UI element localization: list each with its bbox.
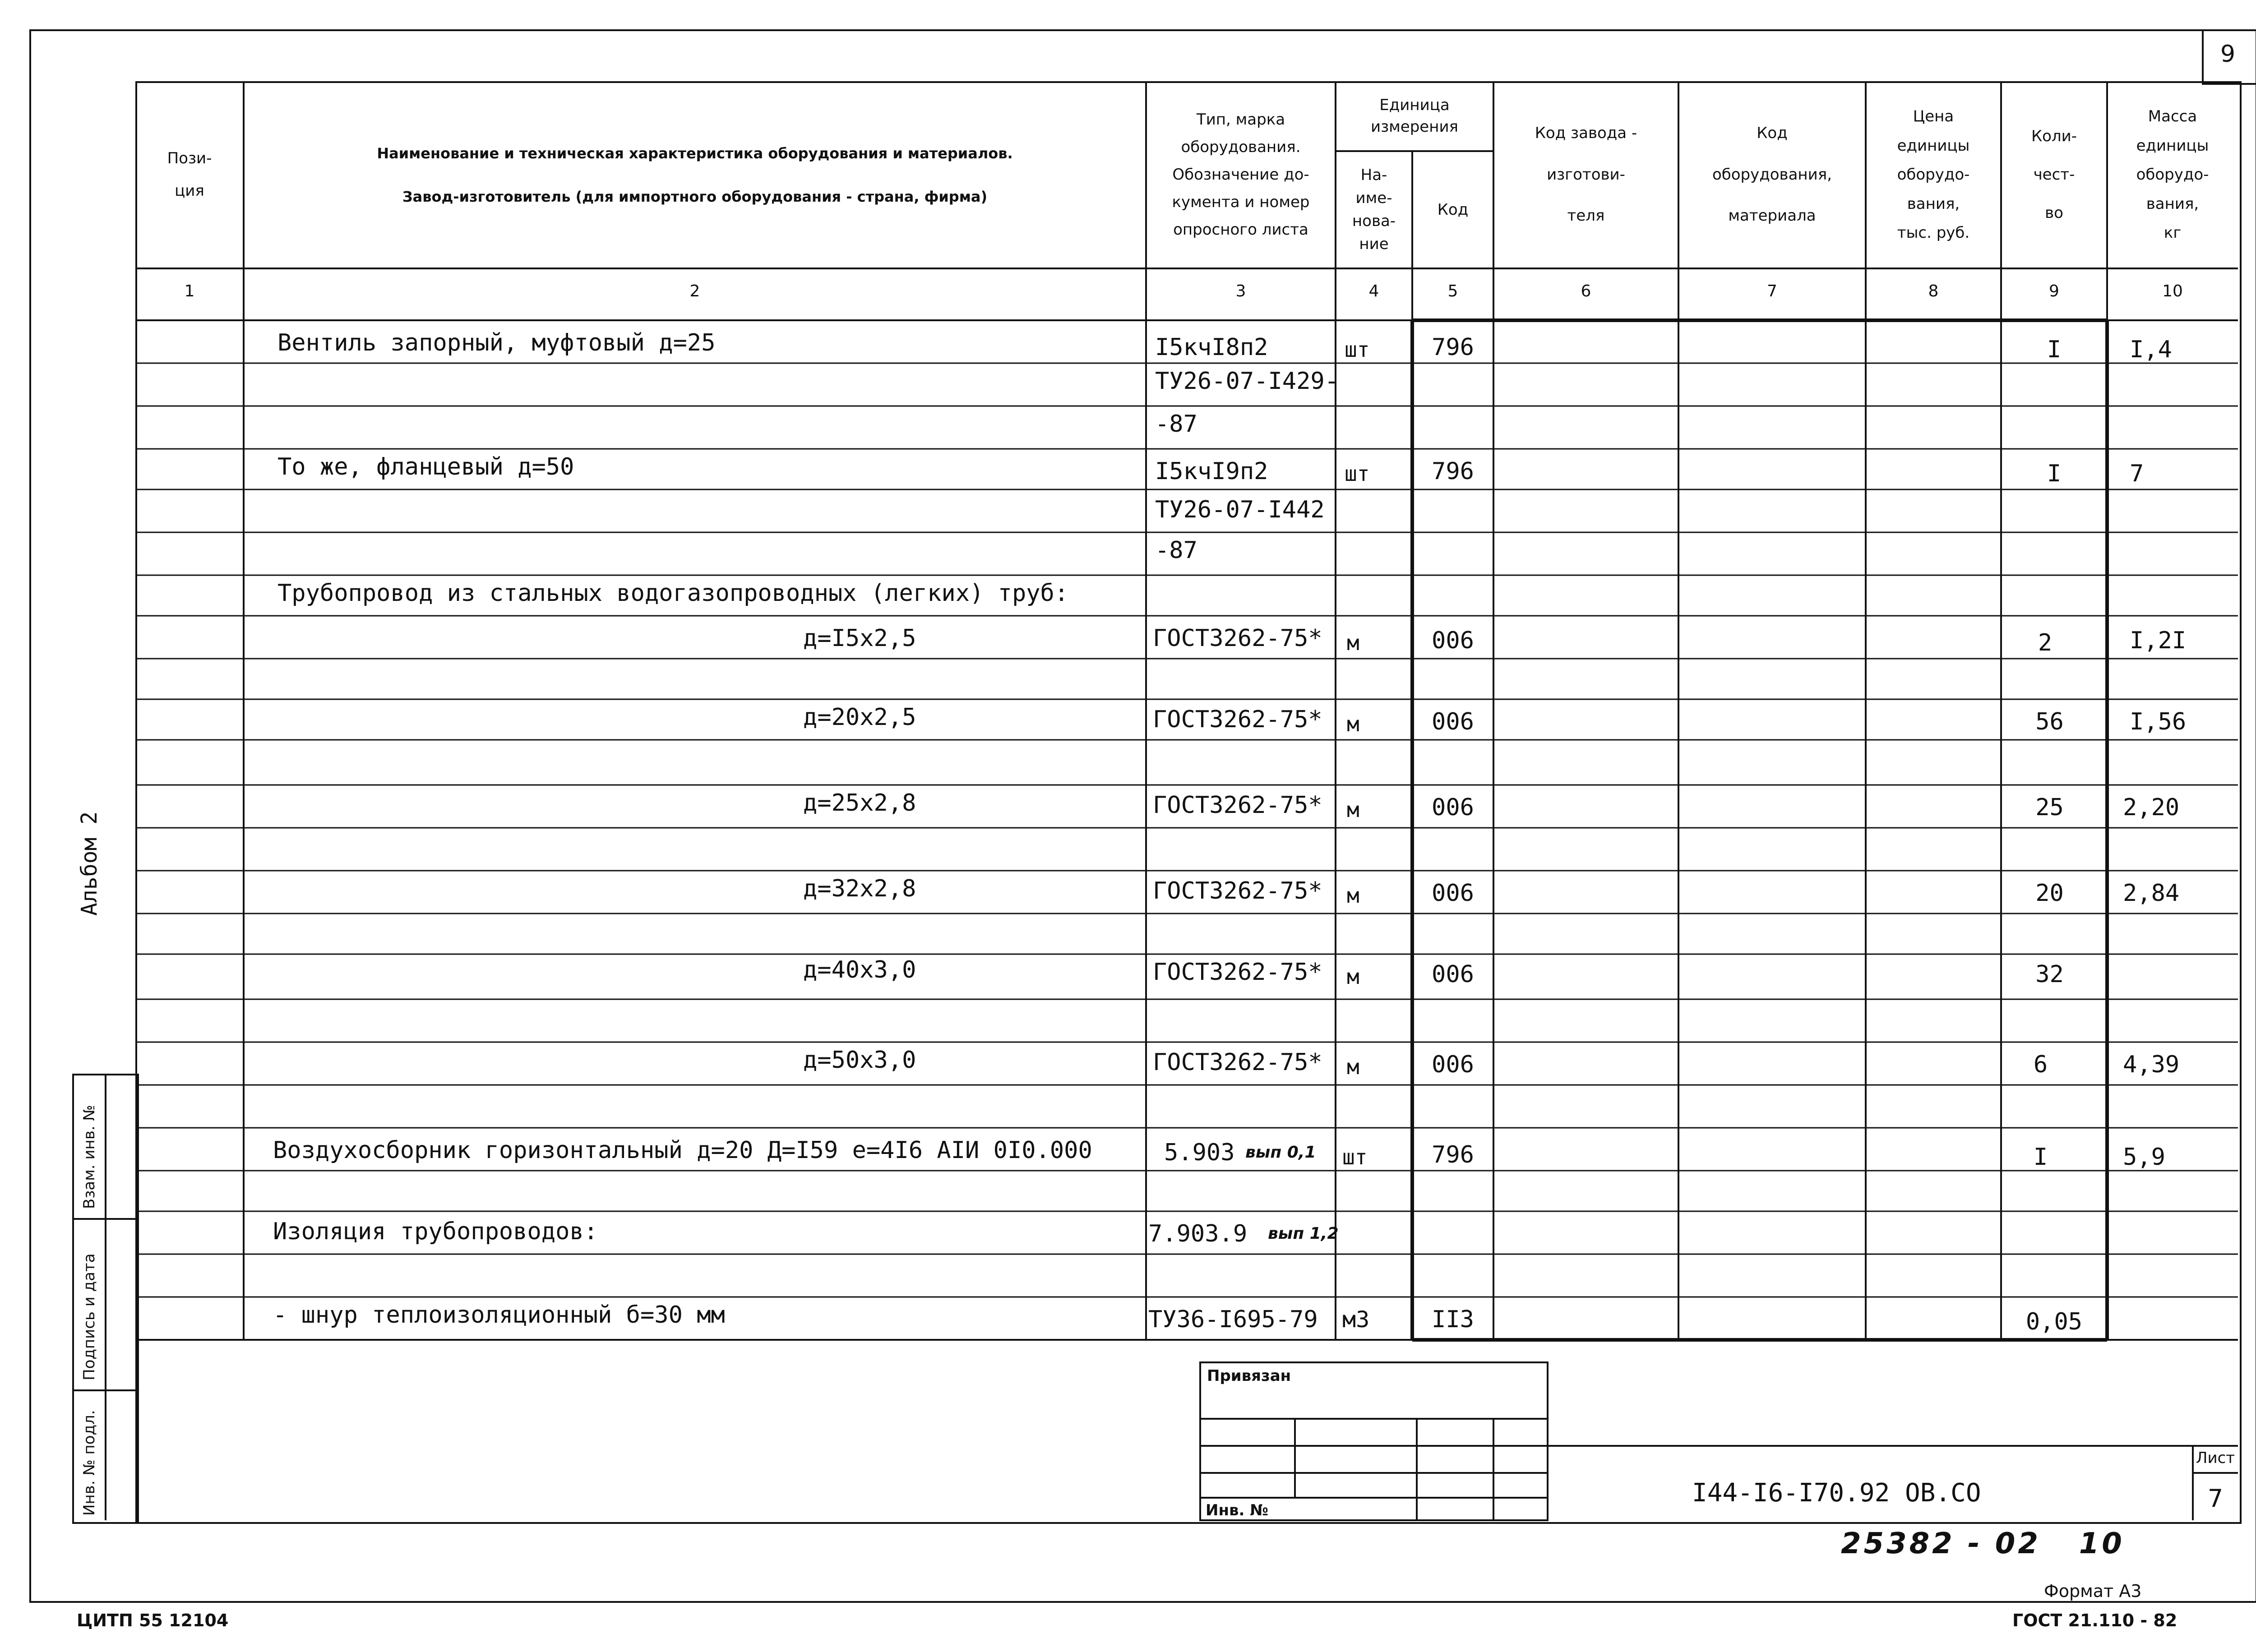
header-type: Тип, марка оборудования. Обозначение до- кумента и номер опросного листа bbox=[1172, 110, 1310, 239]
side-label-podpis: Подпись и дата bbox=[80, 1253, 98, 1380]
row-type: ГОСТ3262-75* bbox=[1153, 959, 1322, 986]
header-factory-code: Код завода - изготови- теля bbox=[1535, 124, 1637, 225]
col-number: 9 bbox=[2049, 282, 2059, 300]
row-type: ТУ26-07-I429- bbox=[1155, 368, 1339, 395]
row-unit: м3 bbox=[1342, 1306, 1370, 1333]
row-qty: 20 bbox=[2035, 880, 2064, 907]
row-type-handwritten: вып 0,1 bbox=[1245, 1143, 1316, 1162]
col-number: 4 bbox=[1368, 282, 1379, 300]
row-type: ГОСТ3262-75* bbox=[1153, 1049, 1322, 1076]
row-name: Вентиль запорный, муфтовый д=25 bbox=[277, 329, 716, 356]
footer-format: Формат А3 bbox=[2044, 1581, 2142, 1601]
row-type-handwritten: вып 1,2 bbox=[1268, 1224, 1339, 1243]
row-name: д=25x2,8 bbox=[803, 789, 916, 817]
row-name: д=32x2,8 bbox=[803, 875, 916, 902]
col-number: 2 bbox=[689, 282, 700, 300]
stamp-inv-no: Инв. № bbox=[1206, 1501, 1269, 1519]
handwritten-number: 25382 - 02 10 bbox=[1841, 1527, 2125, 1560]
stamp-list-label: Лист bbox=[2196, 1449, 2235, 1467]
row-name: - шнур теплоизоляционный б=30 мм bbox=[273, 1301, 725, 1329]
row-code: 006 bbox=[1432, 794, 1474, 821]
row-unit: шт bbox=[1345, 461, 1370, 486]
row-type: ТУ26-07-I442 bbox=[1155, 496, 1325, 523]
row-qty: I bbox=[2047, 336, 2062, 363]
row-unit: м bbox=[1347, 798, 1359, 822]
row-unit: м bbox=[1347, 1055, 1359, 1079]
sheet-corner-number: 9 bbox=[2220, 41, 2236, 68]
header-unit-code: Код bbox=[1437, 200, 1469, 219]
header-unit: Единица измерения bbox=[1370, 96, 1459, 136]
row-mass: I,2I bbox=[2130, 627, 2187, 654]
document-code: I44-I6-I70.92 ОВ.СО bbox=[1692, 1478, 1981, 1508]
row-name: д=I5x2,5 bbox=[803, 625, 916, 652]
row-mass: 5,9 bbox=[2123, 1144, 2165, 1171]
header-price: Цена единицы оборудо- вания, тыс. руб. bbox=[1897, 107, 1970, 242]
row-type: ГОСТ3262-75* bbox=[1153, 792, 1322, 819]
row-name: Трубопровод из стальных водогазопроводных (легких) труб: bbox=[277, 580, 1069, 607]
row-mass: 4,39 bbox=[2123, 1051, 2180, 1078]
side-label-inv-podl: Инв. № подл. bbox=[80, 1410, 98, 1516]
header-name: Наименование и техническая характеристика оборудования и материалов. Завод-изготовитель (для импортного оборудования - страна, фирма) bbox=[377, 144, 1013, 205]
row-type: ГОСТ3262-75* bbox=[1153, 706, 1322, 733]
row-name: То же, фланцевый д=50 bbox=[277, 453, 574, 480]
row-type: ТУ36-I695-79 bbox=[1148, 1306, 1318, 1333]
row-type: I5кчI8п2 bbox=[1155, 334, 1268, 361]
row-mass: I,56 bbox=[2130, 708, 2187, 735]
footer-gost: ГОСТ 21.110 - 82 bbox=[2012, 1610, 2177, 1630]
col-number: 10 bbox=[2162, 282, 2183, 300]
row-type: -87 bbox=[1155, 537, 1197, 564]
row-mass: 2,20 bbox=[2123, 794, 2180, 821]
stamp-list-number: 7 bbox=[2207, 1484, 2224, 1513]
row-qty: 0,05 bbox=[2025, 1308, 2083, 1335]
col-number: 1 bbox=[184, 282, 195, 300]
row-code: II3 bbox=[1432, 1306, 1474, 1333]
row-unit: м bbox=[1347, 883, 1359, 908]
row-code: 006 bbox=[1432, 880, 1474, 907]
row-code: 796 bbox=[1432, 1141, 1474, 1168]
row-unit: м bbox=[1347, 631, 1359, 655]
header-quantity: Коли- чест- во bbox=[2031, 127, 2077, 222]
col-number: 3 bbox=[1235, 282, 1246, 300]
row-name: д=40x3,0 bbox=[803, 956, 916, 983]
col-number: 5 bbox=[1447, 282, 1458, 300]
row-type: ГОСТ3262-75* bbox=[1153, 877, 1322, 904]
col-number: 7 bbox=[1767, 282, 1777, 300]
col-number: 6 bbox=[1581, 282, 1591, 300]
row-unit: шт bbox=[1342, 1145, 1368, 1169]
row-mass: 2,84 bbox=[2123, 880, 2180, 907]
row-unit: шт bbox=[1345, 337, 1370, 362]
row-type: 5.903 bbox=[1164, 1139, 1235, 1166]
row-unit: м bbox=[1347, 964, 1359, 989]
row-qty: 25 bbox=[2035, 794, 2064, 821]
row-type: 7.903.9 bbox=[1148, 1220, 1248, 1247]
row-qty: 6 bbox=[2033, 1051, 2048, 1078]
row-qty: 32 bbox=[2035, 961, 2064, 988]
row-mass: I,4 bbox=[2130, 336, 2172, 363]
row-name: Изоляция трубопроводов: bbox=[273, 1218, 598, 1245]
row-type: I5кчI9п2 bbox=[1155, 458, 1268, 485]
header-mass: Масса единицы оборудо- вания, кг bbox=[2136, 107, 2209, 242]
row-code: 796 bbox=[1432, 458, 1474, 485]
row-qty: I bbox=[2047, 460, 2062, 487]
row-name: д=50x3,0 bbox=[803, 1047, 916, 1074]
stamp-privyazan: Привязан bbox=[1207, 1367, 1291, 1385]
row-code: 796 bbox=[1432, 334, 1474, 361]
row-qty: I bbox=[2033, 1144, 2048, 1171]
row-name: Воздухосборник горизонтальный д=20 Д=I59 е=4I6 АIИ 0I0.000 bbox=[273, 1137, 1092, 1164]
row-name: д=20x2,5 bbox=[803, 704, 916, 731]
row-unit: м bbox=[1347, 712, 1359, 736]
side-label-inv-vzam: Взам. инв. № bbox=[80, 1105, 98, 1209]
row-type: -87 bbox=[1155, 411, 1197, 438]
header-equipment-code: Код оборудования, материала bbox=[1712, 124, 1832, 225]
row-code: 006 bbox=[1432, 708, 1474, 735]
header-unit-name: На- име- нова- ние bbox=[1352, 166, 1396, 253]
row-type: ГОСТ3262-75* bbox=[1153, 625, 1322, 652]
footer-left: ЦИТП 55 12104 bbox=[77, 1610, 229, 1630]
row-code: 006 bbox=[1432, 1051, 1474, 1078]
col-number: 8 bbox=[1928, 282, 1939, 300]
side-label-album: Альбом 2 bbox=[77, 811, 102, 916]
row-code: 006 bbox=[1432, 627, 1474, 654]
header-position: Пози- ция bbox=[167, 149, 212, 200]
row-qty: 56 bbox=[2035, 708, 2064, 735]
row-qty: 2 bbox=[2038, 629, 2053, 656]
row-code: 006 bbox=[1432, 961, 1474, 988]
row-mass: 7 bbox=[2130, 460, 2144, 487]
